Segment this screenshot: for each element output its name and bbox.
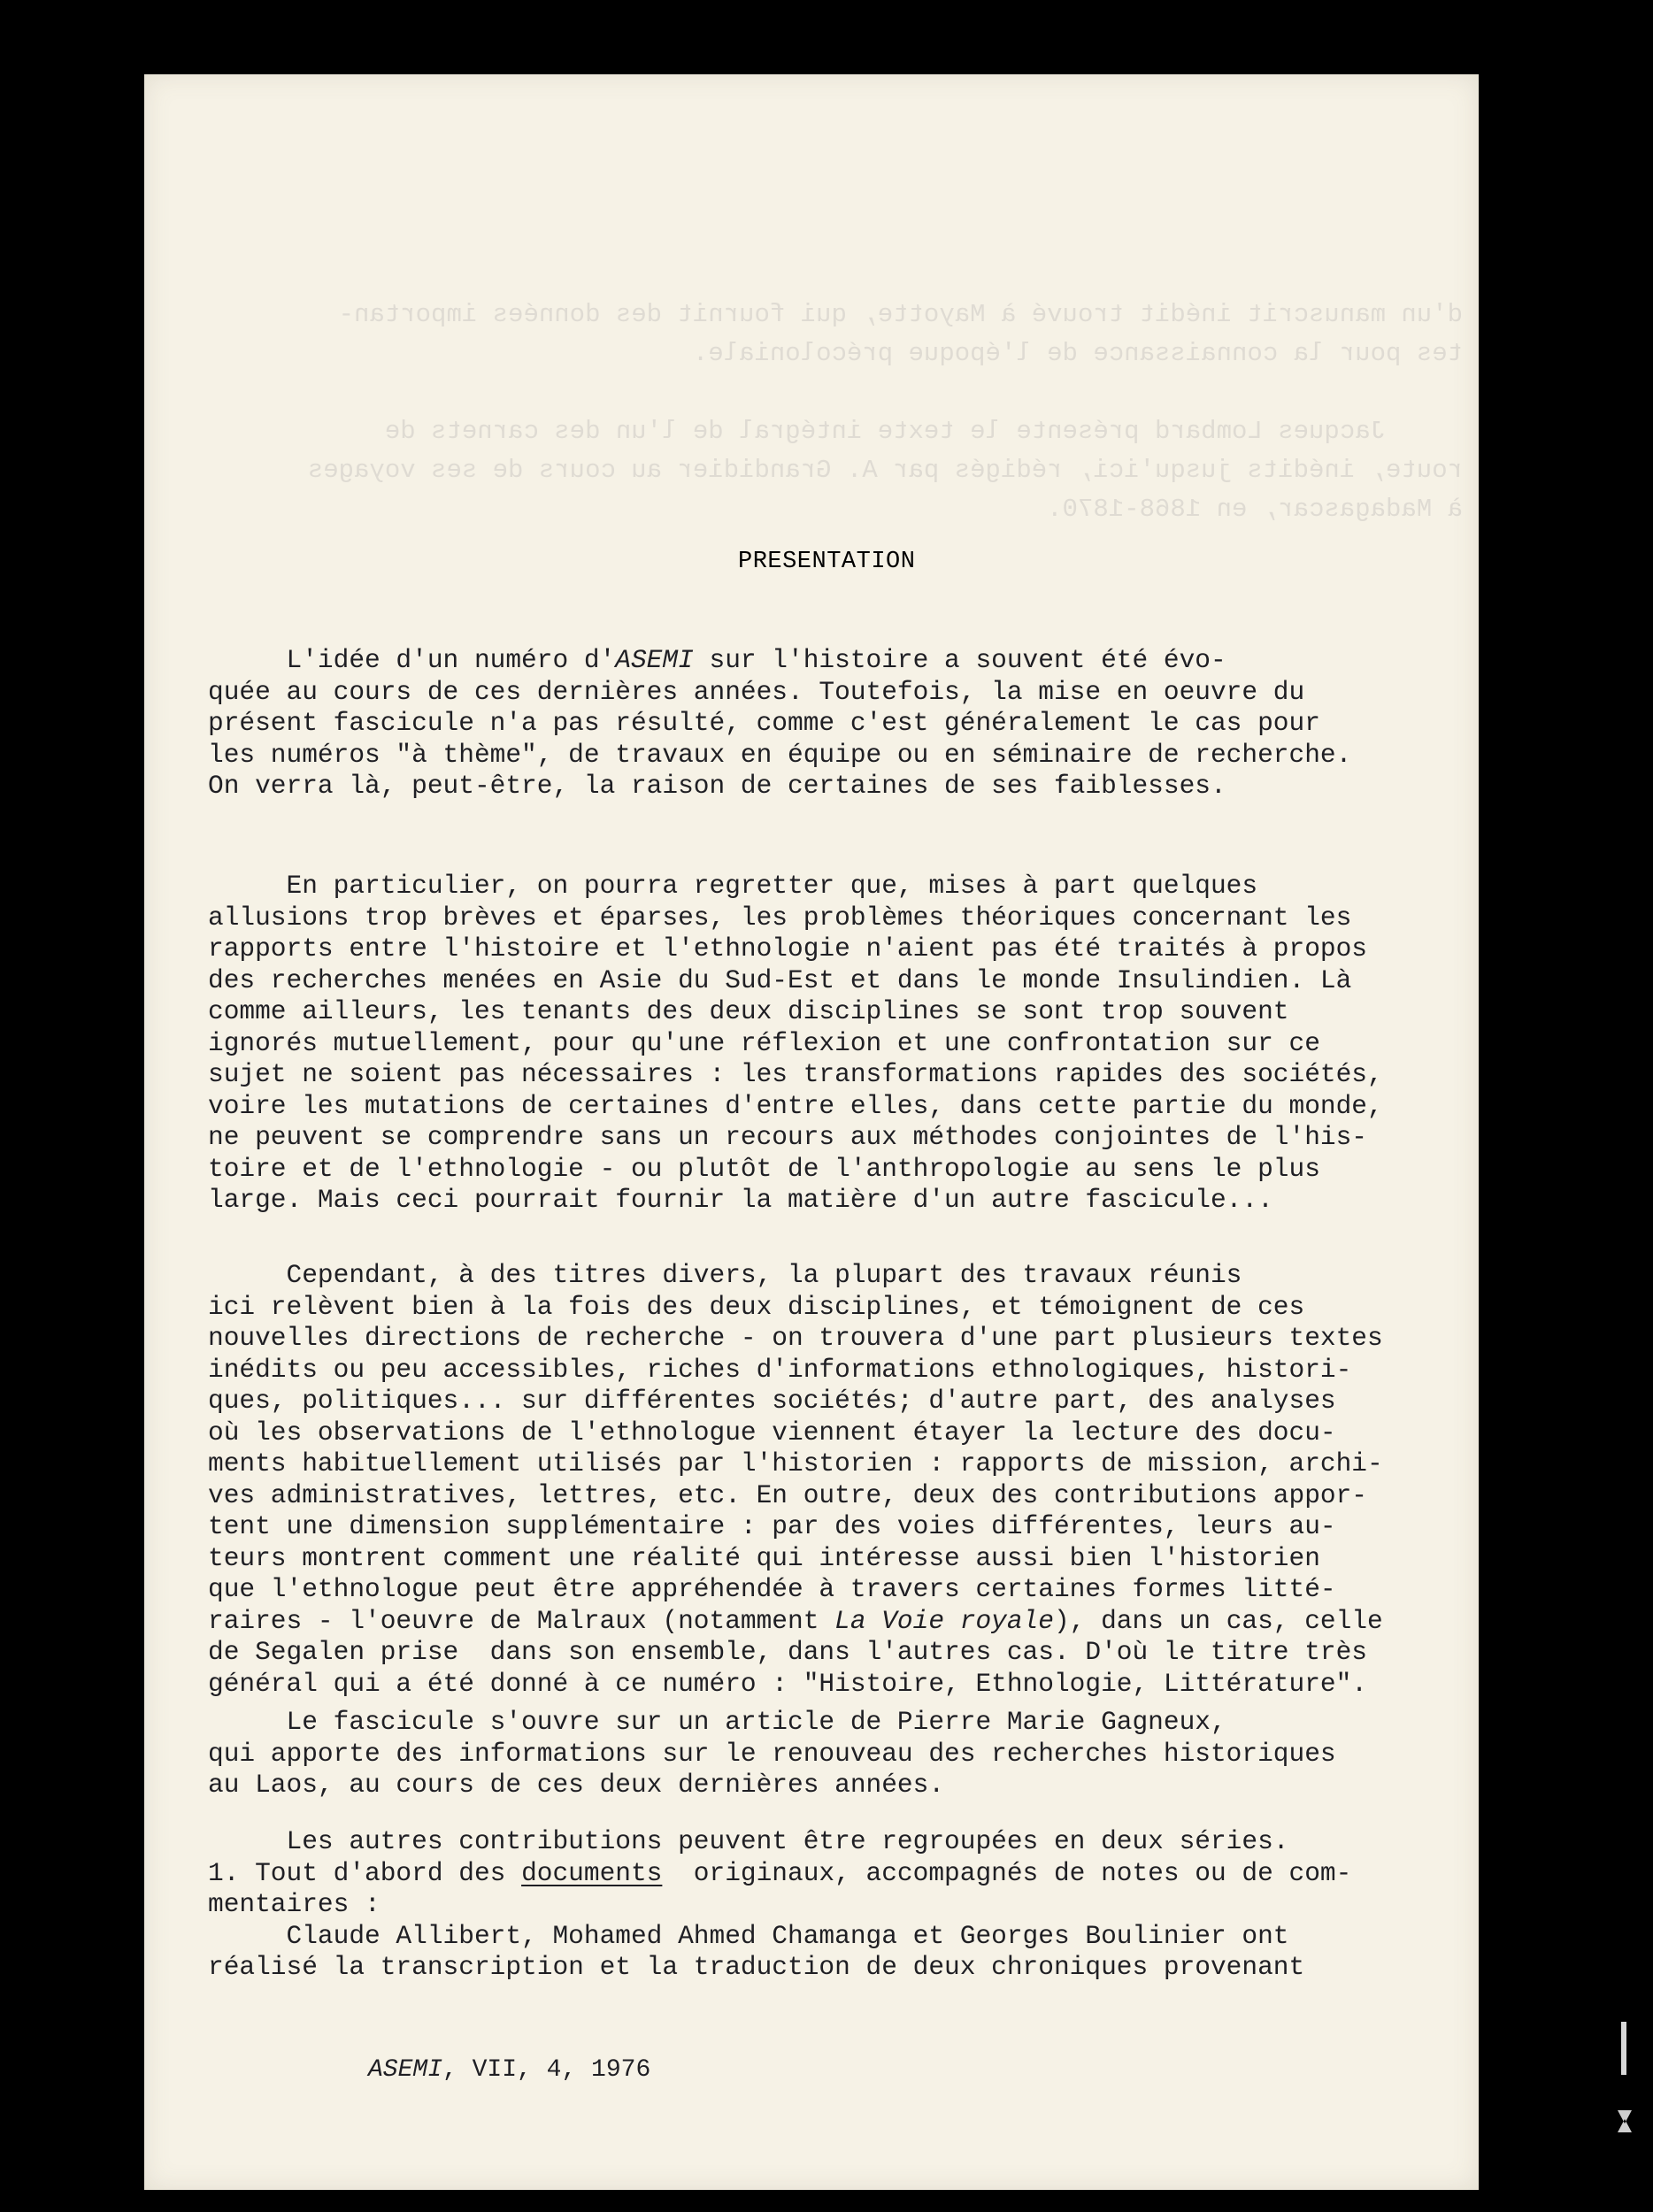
text-line: allusions trop brèves et éparses, les problèmes théoriques concernant les [208, 902, 1352, 933]
paragraph [208, 1707, 1385, 1801]
text-line: large. Mais ceci pourrait fournir la matière d'un autre fascicule... [208, 1185, 1273, 1215]
text-line: des recherches menées en Asie du Sud-Est et dans le monde Insulindien. Là [208, 964, 1352, 995]
paragraph [208, 871, 1385, 1217]
text-line: voire les mutations de certaines d'entre elles, dans cette partie du monde, [208, 1090, 1383, 1121]
text-line: raires - l'oeuvre de Malraux (notamment La Voie royale), dans un cas, celle [208, 1605, 1383, 1636]
emphasis-text: La Voie royale [834, 1605, 1054, 1636]
page-title: PRESENTATION [738, 549, 916, 575]
text-line: ignorés mutuellement, pour qu'une réflexion et une confrontation sur ce [208, 1027, 1320, 1058]
text-line: ments habituellement utilisés par l'historien : rapports de mission, archi- [208, 1448, 1383, 1479]
text-line: nouvelles directions de recherche - on trouvera d'une part plusieurs textes [208, 1323, 1383, 1353]
text-line: rapports entre l'histoire et l'ethnologie n'aient pas été traités à propos [208, 933, 1368, 964]
text-line: Les autres contributions peuvent être regroupées en deux séries. [208, 1826, 1289, 1856]
emphasis-text: ASEMI [615, 645, 694, 675]
text-line: réalisé la transcription et la traduction de deux chroniques provenant [208, 1952, 1305, 1982]
journal-footer [368, 2056, 650, 2084]
document-page [144, 74, 1479, 2190]
text-line: les numéros "à thème", de travaux en équipe ou en séminaire de recherche. [208, 739, 1352, 770]
text-line: teurs montrent comment une réalité qui intéresse aussi bien l'historien [208, 1542, 1320, 1573]
text-line: général qui a été donné à ce numéro : "Histoire, Ethnologie, Littérature". [208, 1668, 1368, 1699]
text-line: L'idée d'un numéro d'ASEMI sur l'histoire a souvent été évo- [208, 645, 1226, 675]
paragraph [208, 645, 1385, 803]
text-line: Cependant, à des titres divers, la plupart des travaux réunis [208, 1260, 1242, 1290]
text-line: ne peuvent se comprendre sans un recours aux méthodes conjointes de l'his- [208, 1122, 1368, 1152]
film-edge-mark [1614, 2013, 1635, 2137]
text-line: En particulier, on pourra regretter que, mises à part quelques [208, 871, 1258, 901]
text-line: comme ailleurs, les tenants des deux disciplines se sont trop souvent [208, 996, 1289, 1026]
text-line: au Laos, au cours de ces deux dernières années. [208, 1770, 945, 1800]
text-line: inédits ou peu accessibles, riches d'informations ethnologiques, histori- [208, 1354, 1352, 1385]
text-line: qui apporte des informations sur le renouveau des recherches historiques [208, 1738, 1336, 1769]
footer-journal: ASEMI [368, 2056, 443, 2084]
footer-issue: , VII, 4, 1976 [442, 2056, 651, 2084]
paragraph [208, 1260, 1385, 1700]
text-line: On verra là, peut-être, la raison de certaines de ses faiblesses. [208, 771, 1226, 801]
text-line: que l'ethnologue peut être appréhendée à travers certaines formes litté- [208, 1574, 1336, 1604]
text-line: sujet ne soient pas nécessaires : les transformations rapides des sociétés, [208, 1059, 1383, 1089]
text-line: 1. Tout d'abord des documents originaux, accompagnés de notes ou de com- [208, 1857, 1352, 1888]
text-line: ves administratives, lettres, etc. En outre, deux des contributions appor- [208, 1479, 1368, 1510]
emphasis-text: documents [521, 1857, 663, 1888]
text-line: Claude Allibert, Mohamed Ahmed Chamanga et Georges Boulinier ont [208, 1920, 1289, 1951]
bleed-through-text: d'un manuscrit inédit trouvé à Mayotte, qui fournit des données importan- tes pour la connaissance de l'époque précoloniale. Jacques Lombard présente le texte intégral de l'un des carnets de route, inédits jusqu'ici, rédigés par A. Grandidier au cours de ses voyages à Madagascar, en 1868-1870. [307, 300, 1463, 524]
text-line: où les observations de l'ethnologue viennent étayer la lecture des docu- [208, 1417, 1336, 1448]
text-line: mentaires : [208, 1889, 381, 1919]
text-line: quée au cours de ces dernières années. Toutefois, la mise en oeuvre du [208, 676, 1305, 707]
text-line: présent fascicule n'a pas résulté, comme c'est généralement le cas pour [208, 708, 1320, 738]
paragraph [208, 1826, 1385, 1984]
text-line: ici relèvent bien à la fois des deux disciplines, et témoignent de ces [208, 1291, 1305, 1322]
text-line: ques, politiques... sur différentes sociétés; d'autre part, des analyses [208, 1386, 1336, 1416]
text-line: Le fascicule s'ouvre sur un article de Pierre Marie Gagneux, [208, 1707, 1226, 1737]
text-line: tent une dimension supplémentaire : par des voies différentes, leurs au- [208, 1511, 1336, 1541]
text-line: de Segalen prise dans son ensemble, dans l'autres cas. D'où le titre très [208, 1637, 1368, 1667]
text-line: toire et de l'ethnologie - ou plutôt de l'anthropologie au sens le plus [208, 1153, 1320, 1184]
